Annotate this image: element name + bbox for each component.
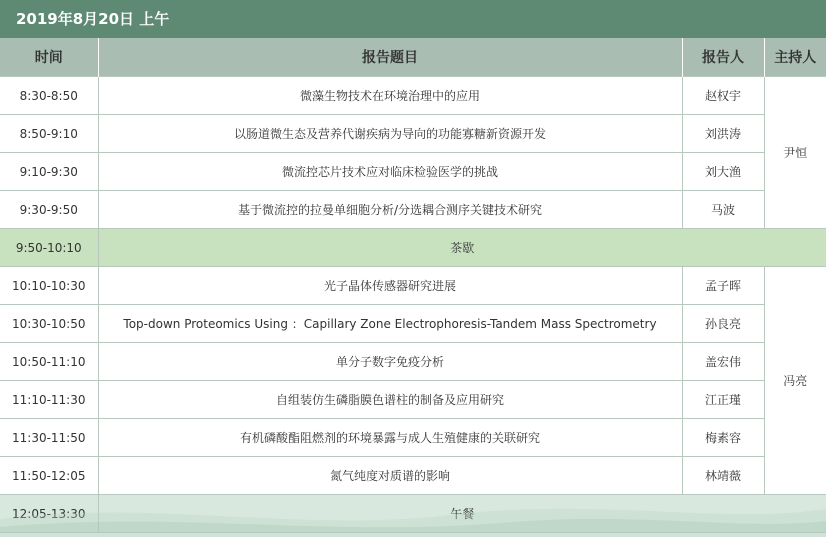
table-row	[0, 77, 826, 115]
table-row	[0, 419, 826, 457]
topic-cell: Top-down Proteomics Using ：Capillary Zone Electrophoresis-Tandem Mass Spectrometry	[98, 305, 682, 343]
topic-cell: 有机磷酸酯阻燃剂的环境暴露与成人生殖健康的关联研究	[98, 419, 682, 457]
time-cell: 10:50-11:10	[0, 343, 98, 381]
page-title: 2019年8月20日 上午	[0, 0, 826, 38]
topic-cell: 光子晶体传感器研究进展	[98, 267, 682, 305]
topic-cell: 微流控芯片技术应对临床检验医学的挑战	[98, 153, 682, 191]
table-row	[0, 153, 826, 191]
topic-cell: 氮气纯度对质谱的影响	[98, 457, 682, 495]
table-row	[0, 343, 826, 381]
time-cell: 8:50-9:10	[0, 115, 98, 153]
time-cell: 9:30-9:50	[0, 191, 98, 229]
topic-cell: 单分子数字免疫分析	[98, 343, 682, 381]
table-row	[0, 115, 826, 153]
speaker-cell: 林靖薇	[682, 457, 764, 495]
time-cell: 9:50-10:10	[0, 229, 98, 267]
host-cell: 冯亮	[764, 267, 826, 495]
schedule-table	[0, 38, 826, 533]
table-row	[0, 305, 826, 343]
speaker-cell: 梅素容	[682, 419, 764, 457]
time-cell: 11:50-12:05	[0, 457, 98, 495]
table-row	[0, 381, 826, 419]
time-cell: 11:10-11:30	[0, 381, 98, 419]
break-label: 午餐	[98, 495, 826, 533]
speaker-cell: 孟子晖	[682, 267, 764, 305]
time-cell: 11:30-11:50	[0, 419, 98, 457]
time-cell: 10:10-10:30	[0, 267, 98, 305]
lunch-break-row	[0, 495, 826, 533]
table-row	[0, 191, 826, 229]
speaker-cell: 盖宏伟	[682, 343, 764, 381]
speaker-cell: 刘洪涛	[682, 115, 764, 153]
time-cell: 9:10-9:30	[0, 153, 98, 191]
column-header-host: 主持人	[764, 38, 826, 77]
topic-cell: 微藻生物技术在环境治理中的应用	[98, 77, 682, 115]
column-header-speaker: 报告人	[682, 38, 764, 77]
table-row	[0, 457, 826, 495]
column-header-topic: 报告题目	[98, 38, 682, 77]
time-cell: 10:30-10:50	[0, 305, 98, 343]
topic-cell: 基于微流控的拉曼单细胞分析/分选耦合测序关键技术研究	[98, 191, 682, 229]
topic-cell: 以肠道微生态及营养代谢疾病为导向的功能寡糖新资源开发	[98, 115, 682, 153]
break-label: 茶歇	[98, 229, 826, 267]
column-header-time: 时间	[0, 38, 98, 77]
tea-break-row	[0, 229, 826, 267]
speaker-cell: 江正瑾	[682, 381, 764, 419]
topic-cell: 自组装仿生磷脂膜色谱柱的制备及应用研究	[98, 381, 682, 419]
host-cell: 尹恒	[764, 77, 826, 229]
table-row	[0, 267, 826, 305]
speaker-cell: 刘大渔	[682, 153, 764, 191]
speaker-cell: 孙良亮	[682, 305, 764, 343]
speaker-cell: 马波	[682, 191, 764, 229]
table-header-row	[0, 38, 826, 77]
speaker-cell: 赵权宇	[682, 77, 764, 115]
time-cell: 12:05-13:30	[0, 495, 98, 533]
time-cell: 8:30-8:50	[0, 77, 98, 115]
